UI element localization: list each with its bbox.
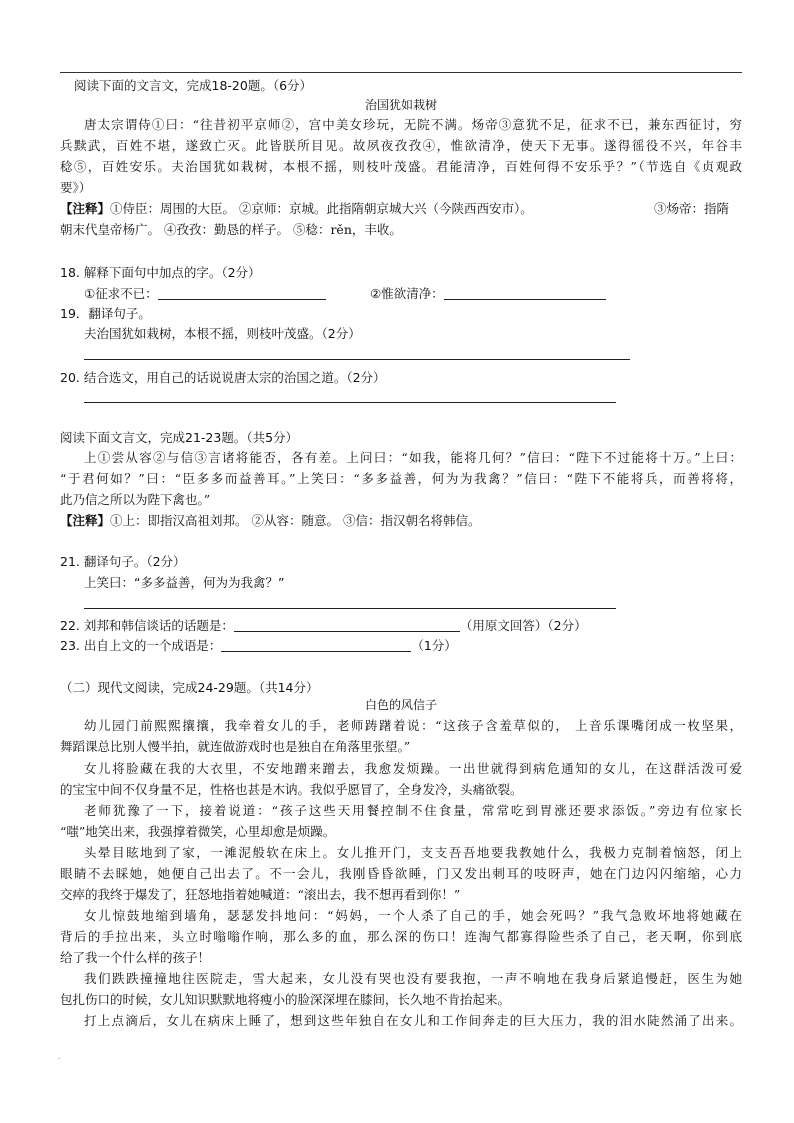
section3-paragraph-line: 头晕目眩地到了家，一滩泥般软在床上。女儿推开门，支支吾吾地要我教她什么，我极力克制着恼怒，闭上 xyxy=(84,845,742,860)
answer-blank-23[interactable] xyxy=(221,639,411,652)
note-text: ①上：即指汉高祖刘邦。 ②从容：随意。 ③信：指汉朝名将韩信。 xyxy=(110,513,481,528)
section3-paragraph-line: 女儿将脸藏在我的大衣里，不安地蹭来蹭去，我愈发烦躁。一出世就得到病危通知的女儿，在这群活泼可爱 xyxy=(84,761,742,776)
section2-note xyxy=(60,513,480,529)
question-20: 20. 结合选文，用自己的话说说唐太宗的治国之道。（2分） xyxy=(60,370,386,385)
footer-mark: . xyxy=(58,1052,61,1061)
section3-paragraph-line: 幼儿园门前熙熙攘攘，我牵着女儿的手，老师踌躇着说：“这孩子含羞草似的， 上音乐课嘴闭成一枚坚果， xyxy=(84,718,742,733)
section3-paragraph-line: 背后的手拉出来，头立时嗡嗡作响，那么多的血，那么深的伤口！连淘气都寡得险些杀了自己，老天啊，你到底 xyxy=(60,929,742,944)
section3-paragraph-line: 老师犹豫了一下，接着说道：“孩子这些天用餐控制不住食量，常常吃到胃涨还要求添饭。”旁边有位家长 xyxy=(84,803,742,818)
section3-paragraph-line: “嗤”地笑出来，我强撑着微笑，心里却愈是烦躁。 xyxy=(60,824,336,839)
question-23: 23. 出自上文的一个成语是： （1分） xyxy=(60,638,457,653)
section2-passage-line: 此乃信之所以为陛下禽也。” xyxy=(60,492,211,507)
section3-paragraph-line: 女儿惊鼓地缩到墙角，瑟瑟发抖地问：“妈妈，一个人杀了自己的手，她会死吗？”我气急败坏地将她藏在 xyxy=(84,908,742,923)
section1-title: 治国犹如栽树 xyxy=(364,98,437,112)
section3-paragraph-line: 舞蹈课总比别人慢半拍，就连做游戏时也是独自在角落里张望。” xyxy=(60,739,411,754)
section1-passage-line: 稔⑤，百姓安乐。夫治国犹如栽树，本根不摇，则枝叶茂盛。君能清净，百姓何得不安乐乎？”（节选自《贞观政 xyxy=(60,159,742,174)
question-21: 21. 翻译句子。（2分） xyxy=(60,554,186,569)
section1-note xyxy=(60,201,533,217)
section2-passage-line: “于君何如？”曰：“臣多多而益善耳。”上笑曰：“多多益善，何为为我禽？”信曰：“陛下不能将兵，而善将将， xyxy=(60,471,742,486)
note-label: 【注释】 xyxy=(60,201,111,216)
answer-line-19[interactable] xyxy=(84,359,630,360)
answer-blank-18b[interactable] xyxy=(444,287,606,300)
section3-paragraph-line: 给了我一个什么样的孩子！ xyxy=(60,950,211,965)
section1-note-line2: 朝末代皇帝杨广。 ④孜孜：勤恳的样子。 ⑤稔：rěn，丰收。 xyxy=(60,222,402,237)
section1-passage-line: 兵黩武，百姓不堪，遂致亡灭。此皆朕所目见。故夙夜孜孜④，惟欲清净，使天下无事。遂得徭役不兴，年谷丰 xyxy=(60,138,742,153)
question-22: 22. 刘邦和韩信谈话的话题是： （用原文回答）（2分） xyxy=(60,618,587,633)
answer-blank-22[interactable] xyxy=(234,619,460,632)
section3-paragraph-line: 我们跌跌撞撞地往医院走，雪大起来，女儿没有哭也没有要我抱，一声不响地在我身后紧追慢赶，医生为她 xyxy=(84,971,742,986)
answer-line-21[interactable] xyxy=(84,608,616,609)
question-18: 18. 解释下面句中加点的字。（2分） xyxy=(60,265,261,280)
section3-intro: （二）现代文阅读，完成24-29题。（共14分） xyxy=(60,680,319,695)
question-18-item-b: ②惟欲清净： xyxy=(370,286,606,302)
answer-line-20[interactable] xyxy=(84,402,616,403)
section3-paragraph-line: 包扎伤口的时候，女儿知识默默地将瘦小的脸深深埋在膝间，长久地不肯抬起来。 xyxy=(60,992,511,1007)
question-19-text: 夫治国犹如栽树，本根不摇，则枝叶茂盛。（2分） xyxy=(84,326,361,341)
section3-paragraph-line: 眼睛不去睬她，她便自己出去了。不一会儿，我刚昏昏欲睡，门又发出刺耳的吱呀声，她在门边闪闪缩缩，心力 xyxy=(60,866,742,881)
section1-intro: 阅读下面的文言文，完成18-20题。（6分） xyxy=(74,78,313,93)
question-18-item-a: ①征求不已： xyxy=(84,286,326,302)
section2-intro: 阅读下面文言文，完成21-23题。（共5分） xyxy=(60,430,299,445)
question-19: 19．翻译句子。 xyxy=(60,306,151,321)
note-label: 【注释】 xyxy=(60,513,111,528)
section1-passage-line: 要》） xyxy=(60,180,92,195)
section3-paragraph-line: 交瘁的我终于爆发了，狂怒地指着她喊道：“滚出去，我不想再看到你！” xyxy=(60,887,461,902)
answer-blank-18a[interactable] xyxy=(158,287,326,300)
section1-note-right: ③炀帝：指隋 xyxy=(654,201,730,216)
question-21-text: 上笑曰：“多多益善，何为为我禽？” xyxy=(84,575,285,590)
section1-passage-line: 唐太宗谓侍①曰：“往昔初平京师②，宫中美女珍玩，无院不满。炀帝③意犹不足，征求不已，兼东西征讨，穷 xyxy=(84,117,742,132)
section2-passage-line: 上①尝从容②与信③言诸将能否，各有差。上问曰：“如我，能将几何？”信曰：“陛下不过能将十万。”上曰： xyxy=(84,450,742,465)
section3-paragraph-line: 的宝宝中间不仅身量不足，性格也甚是木讷。我似乎愿冒了，全身发冷，头痛欲裂。 xyxy=(60,782,523,797)
section3-title: 白色的风信子 xyxy=(364,698,437,712)
header-rule xyxy=(60,72,742,73)
section3-paragraph-line: 打上点滴后，女儿在病床上睡了，想到这些年独自在女儿和工作间奔走的巨大压力，我的泪水陡然涌了出来。 xyxy=(84,1013,742,1028)
note-text: ①侍臣：周围的大臣。 ②京师：京城。此指隋朝京城大兴（今陕西西安市）。 xyxy=(110,201,533,216)
